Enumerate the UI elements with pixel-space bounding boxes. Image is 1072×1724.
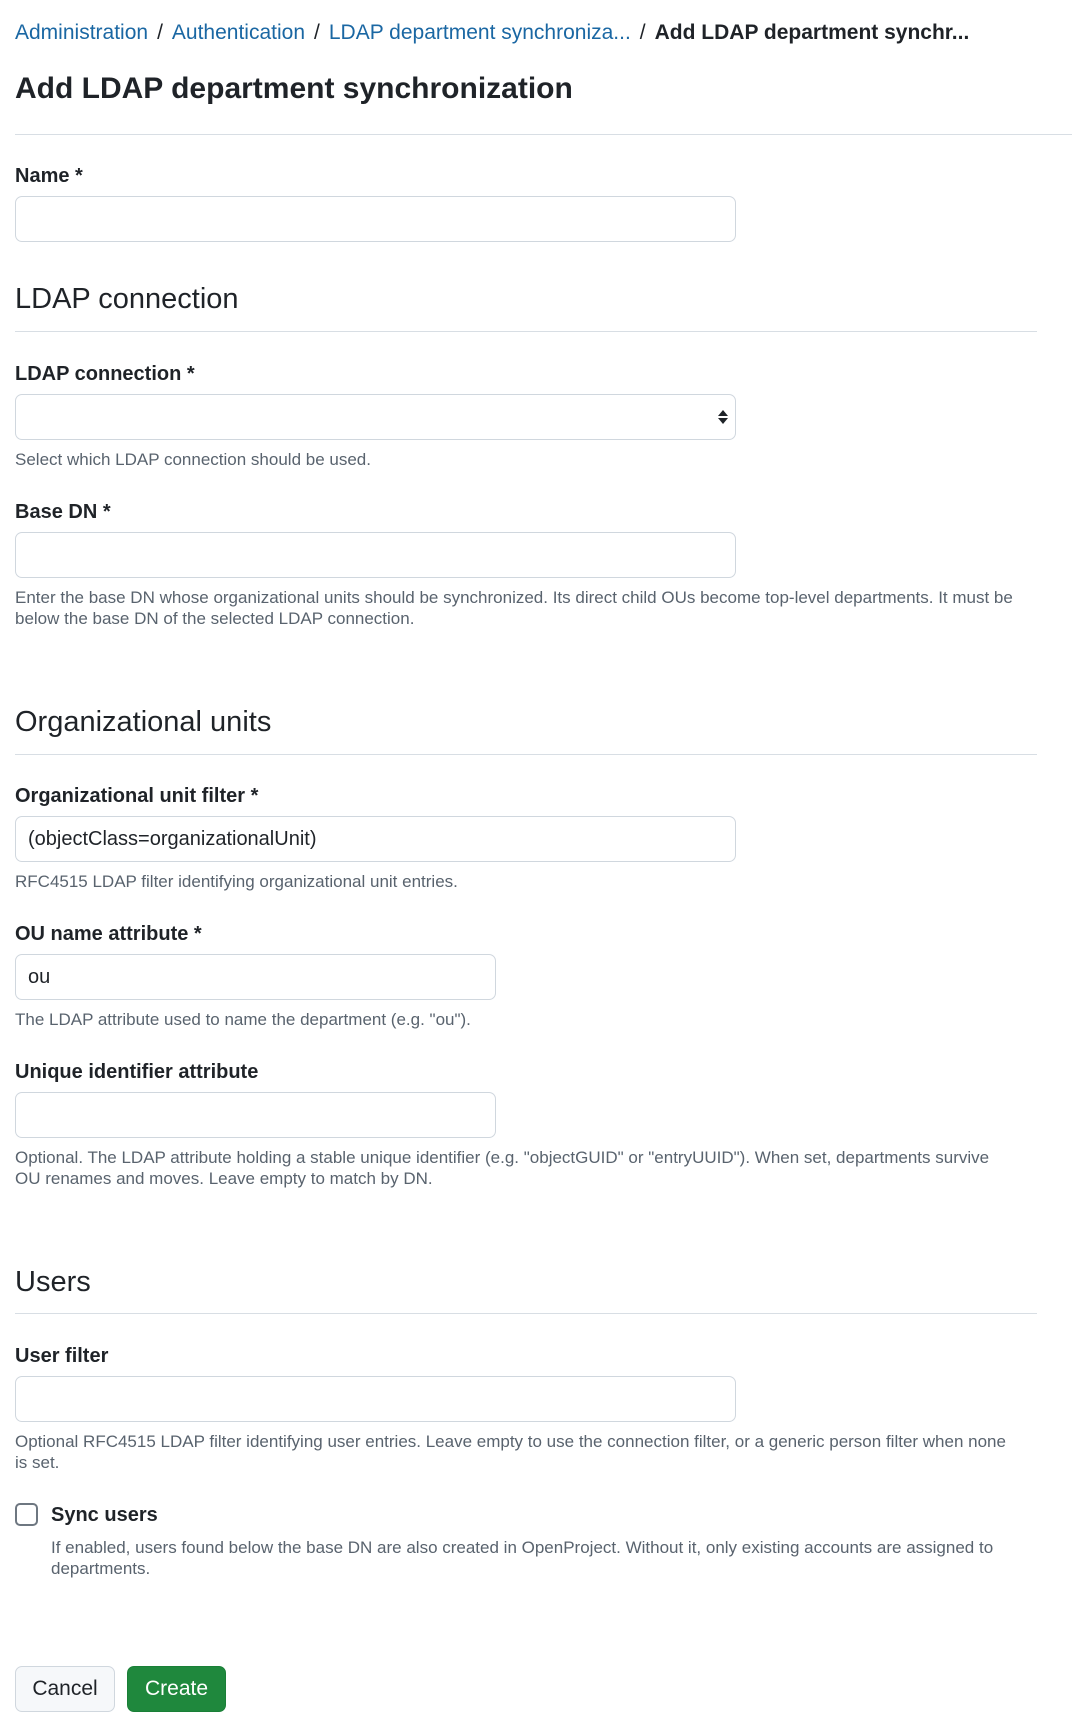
user-filter-label: User filter xyxy=(15,1345,109,1367)
name-label: Name * xyxy=(15,165,83,187)
sync-users-label[interactable]: Sync users xyxy=(51,1504,158,1526)
ldap-connection-select[interactable] xyxy=(15,394,736,440)
section-divider xyxy=(15,331,1037,332)
create-button[interactable]: Create xyxy=(127,1666,226,1712)
ldap-connection-label: LDAP connection * xyxy=(15,363,195,385)
section-title-ldap-connection: LDAP connection xyxy=(15,283,239,315)
cancel-button[interactable]: Cancel xyxy=(15,1666,115,1712)
breadcrumb xyxy=(15,20,969,46)
ou-filter-help: RFC4515 LDAP filter identifying organizational unit entries. xyxy=(15,872,458,891)
ou-filter-label: Organizational unit filter * xyxy=(15,785,259,807)
user-filter-help: Optional RFC4515 LDAP filter identifying user entries. Leave empty to use the connection filter, or a generic person filter when none is set. xyxy=(15,1432,1006,1472)
unique-identifier-input[interactable] xyxy=(15,1092,496,1138)
base-dn-input[interactable] xyxy=(15,532,736,578)
sync-users-checkbox[interactable] xyxy=(15,1503,38,1526)
breadcrumb-link-authentication[interactable]: Authentication xyxy=(171,21,306,44)
select-arrows-icon xyxy=(717,409,729,425)
breadcrumb-separator: / xyxy=(314,21,320,44)
section-title-organizational-units: Organizational units xyxy=(15,706,272,738)
page-title: Add LDAP department synchronization xyxy=(15,72,573,105)
unique-identifier-help: Optional. The LDAP attribute holding a stable unique identifier (e.g. "objectGUID" or "entryUUID"). When set, departments survive OU renames and moves. Leave empty to match by DN. xyxy=(15,1148,990,1188)
breadcrumb-link-administration[interactable]: Administration xyxy=(15,21,149,44)
ou-name-attribute-input[interactable] xyxy=(15,954,496,1000)
section-title-users: Users xyxy=(15,1266,91,1298)
ou-filter-input[interactable] xyxy=(15,816,736,862)
section-divider xyxy=(15,1313,1037,1314)
ldap-connection-help: Select which LDAP connection should be used. xyxy=(15,450,371,469)
breadcrumb-separator: / xyxy=(639,21,646,44)
name-input[interactable] xyxy=(15,196,736,242)
breadcrumb-separator: / xyxy=(157,21,163,44)
breadcrumb-link-ldap-department-sync[interactable]: LDAP department synchroniza... xyxy=(328,21,631,44)
section-divider xyxy=(15,754,1037,755)
unique-identifier-label: Unique identifier attribute xyxy=(15,1061,259,1083)
ou-name-attribute-help: The LDAP attribute used to name the department (e.g. "ou"). xyxy=(15,1010,471,1029)
base-dn-label: Base DN * xyxy=(15,501,111,523)
user-filter-input[interactable] xyxy=(15,1376,736,1422)
base-dn-help: Enter the base DN whose organizational units should be synchronized. Its direct child OUs become top-level departments. It must be below the base DN of the selected LDAP connection. xyxy=(15,588,1013,628)
breadcrumb-current: Add LDAP department synchr... xyxy=(654,21,970,44)
ou-name-attribute-label: OU name attribute * xyxy=(15,923,202,945)
title-divider xyxy=(15,134,1072,135)
sync-users-help: If enabled, users found below the base DN are also created in OpenProject. Without it, only existing accounts are assigned to departments. xyxy=(51,1538,994,1578)
